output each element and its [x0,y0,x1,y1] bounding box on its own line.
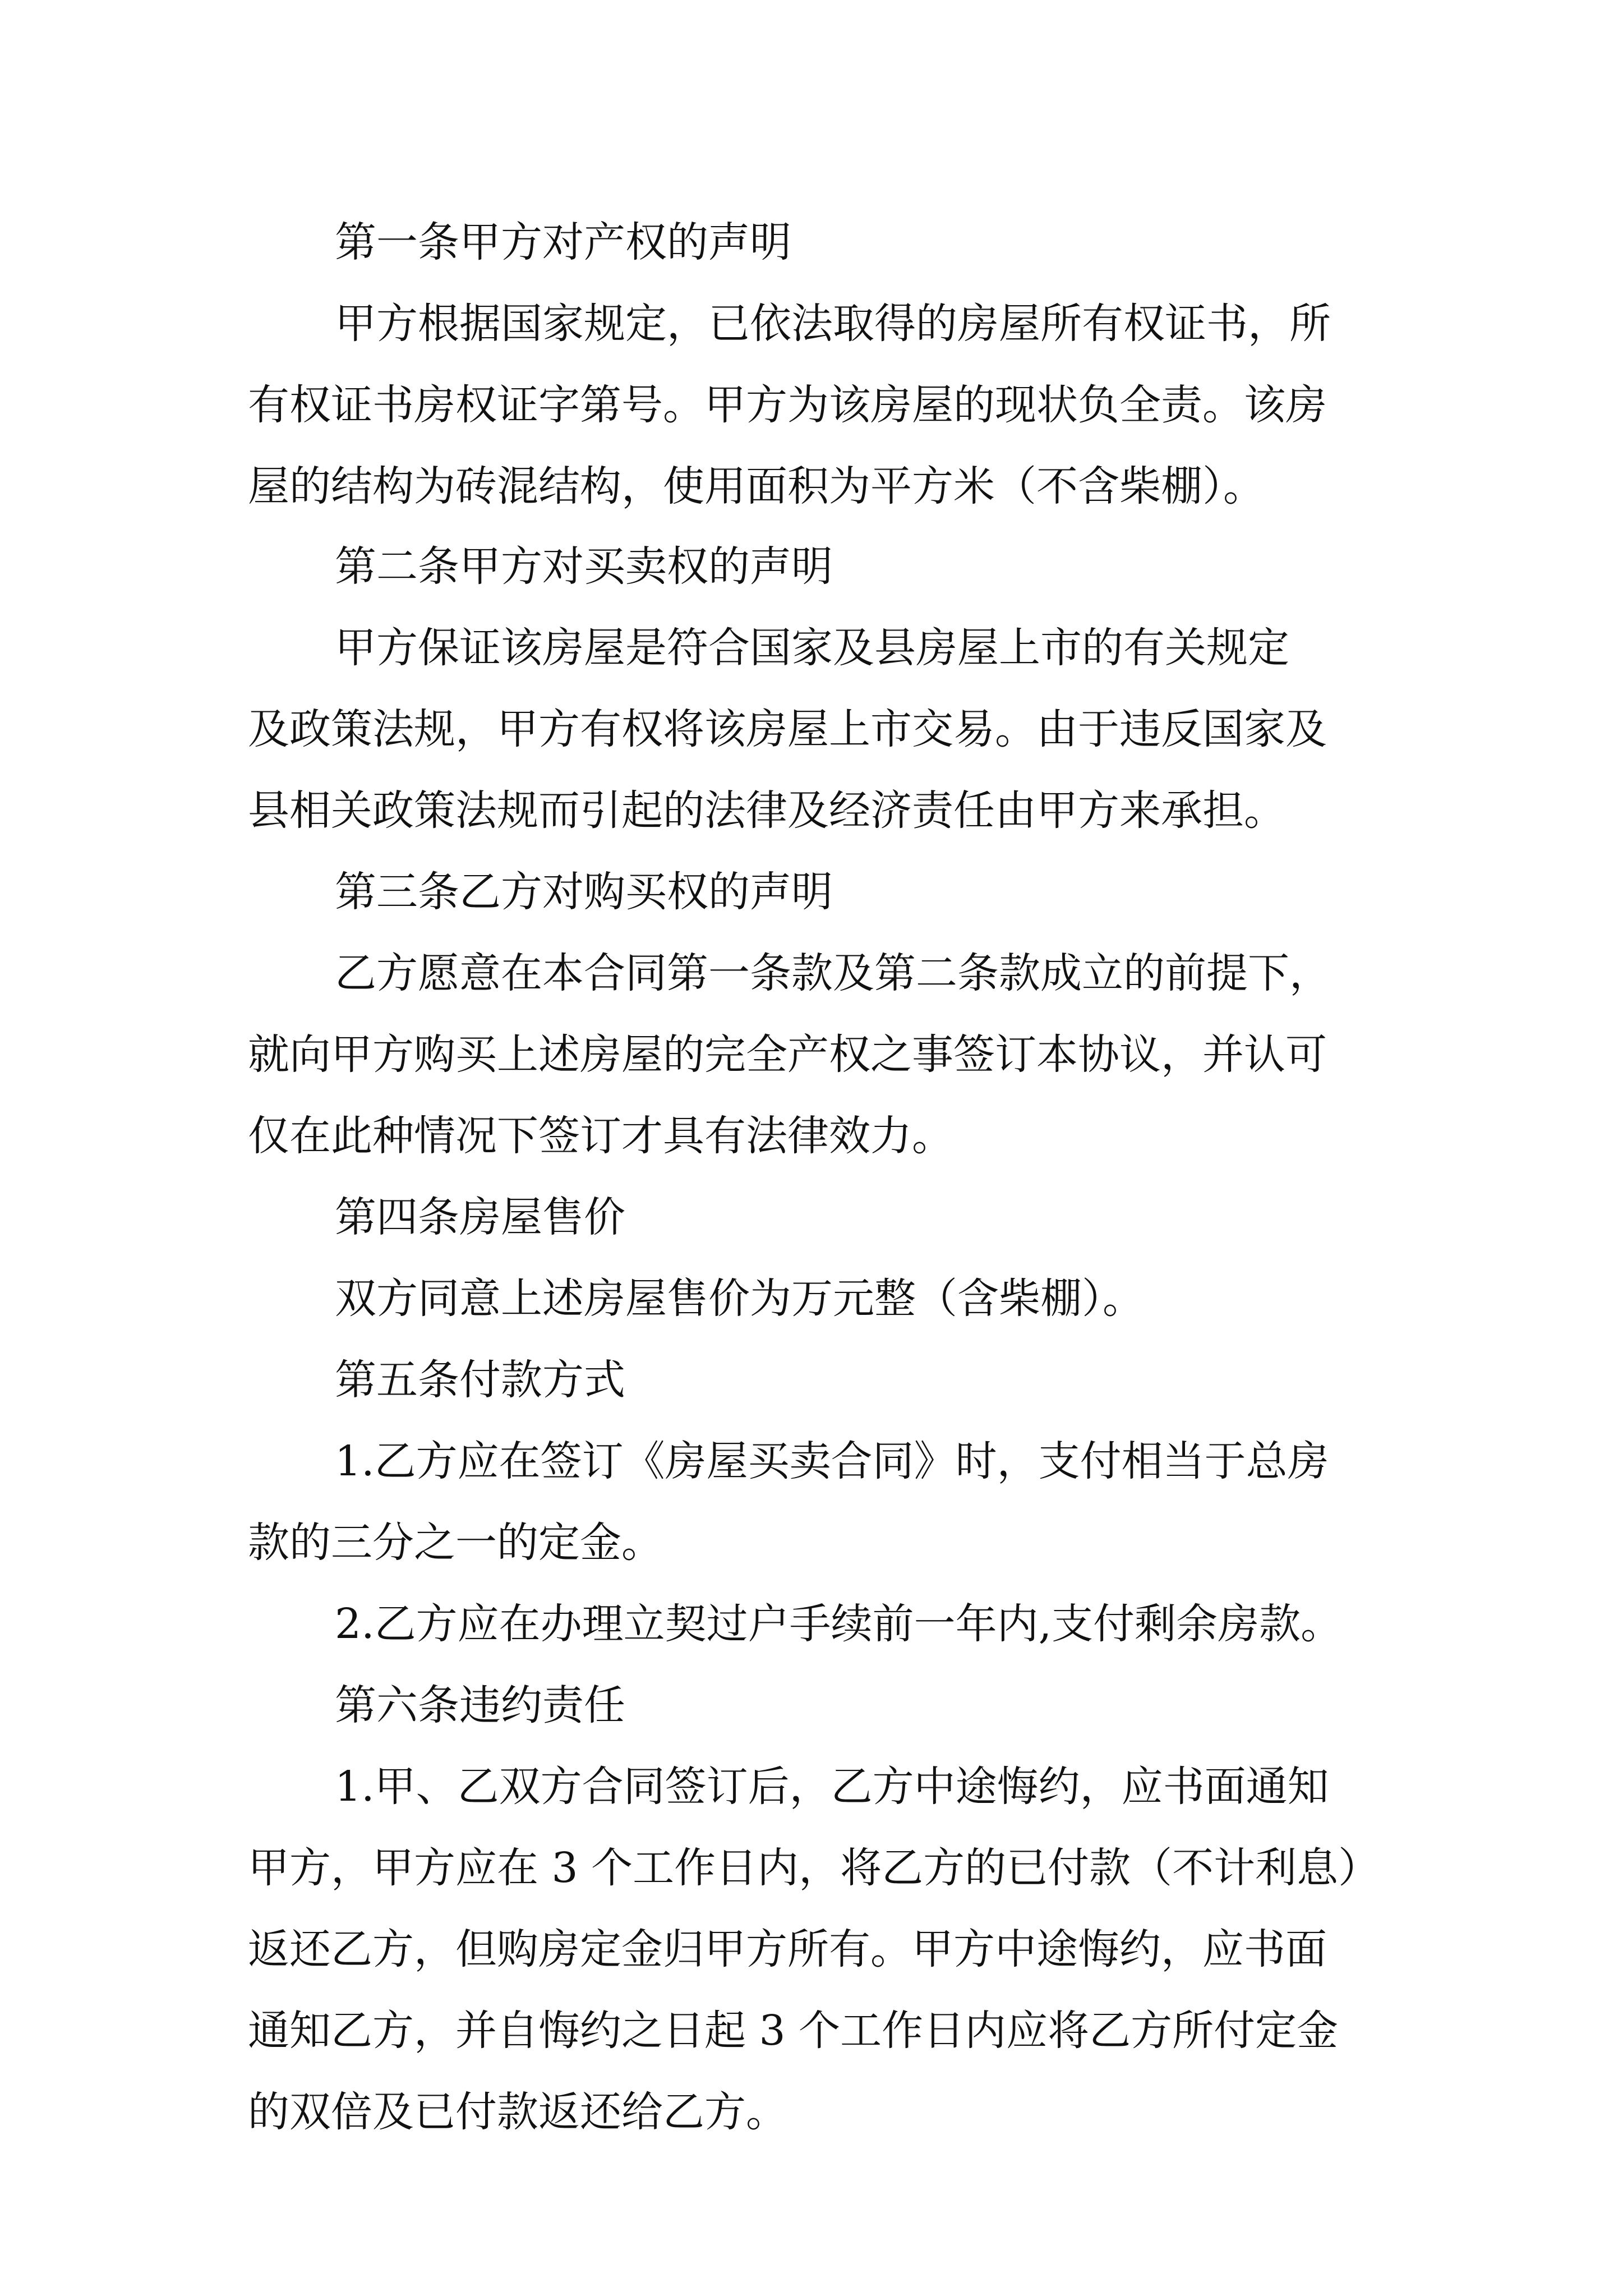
paragraph-line: 仅在此种情况下签订才具有法律效力。 [248,1112,953,1160]
paragraph-line: 2.乙方应在办理立契过户手续前一年内,支付剩余房款。 [335,1600,1343,1648]
paragraph-line: 1.甲、乙双方合同签订后，乙方中途悔约，应书面通知 [335,1763,1329,1811]
article-5-heading: 第五条付款方式 [335,1356,625,1404]
paragraph-line: 双方同意上述房屋售价为万元整（含柴棚）。 [335,1274,1144,1323]
paragraph-line: 甲方保证该房屋是符合国家及县房屋上市的有关规定 [335,624,1289,672]
paragraph-line: 有权证书房权证字第号。甲方为该房屋的现状负全责。该房 [248,381,1327,429]
paragraph-line: 1.乙方应在签订《房屋买卖合同》时，支付相当于总房 [335,1437,1329,1485]
article-4-heading: 第四条房屋售价 [335,1193,625,1241]
article-2-heading: 第二条甲方对买卖权的声明 [335,542,833,591]
paragraph-line: 通知乙方，并自悔约之日起 3 个工作日内应将乙方所付定金 [248,2007,1339,2055]
paragraph-line: 及政策法规，甲方有权将该房屋上市交易。由于违反国家及 [248,705,1327,753]
paragraph-line: 款的三分之一的定金。 [248,1519,663,1567]
article-1-heading: 第一条甲方对产权的声明 [335,218,791,266]
paragraph-line: 甲方，甲方应在 3 个工作日内，将乙方的已付款（不计利息） [248,1844,1380,1892]
paragraph-line: 就向甲方购买上述房屋的完全产权之事签订本协议，并认可 [248,1030,1327,1079]
article-3-heading: 第三条乙方对购买权的声明 [335,868,833,916]
paragraph-line: 县相关政策法规而引起的法律及经济责任由甲方来承担。 [248,786,1285,835]
paragraph-line: 屋的结构为砖混结构，使用面积为平方米（不含柴棚）。 [248,462,1265,510]
paragraph-line: 的双倍及已付款返还给乙方。 [248,2088,787,2136]
article-6-heading: 第六条违约责任 [335,1681,625,1729]
paragraph-line: 返还乙方，但购房定金归甲方所有。甲方中途悔约，应书面 [248,1925,1327,1973]
paragraph-line: 乙方愿意在本合同第一条款及第二条款成立的前提下， [335,949,1331,997]
paragraph-line: 甲方根据国家规定，已依法取得的房屋所有权证书，所 [335,300,1331,348]
